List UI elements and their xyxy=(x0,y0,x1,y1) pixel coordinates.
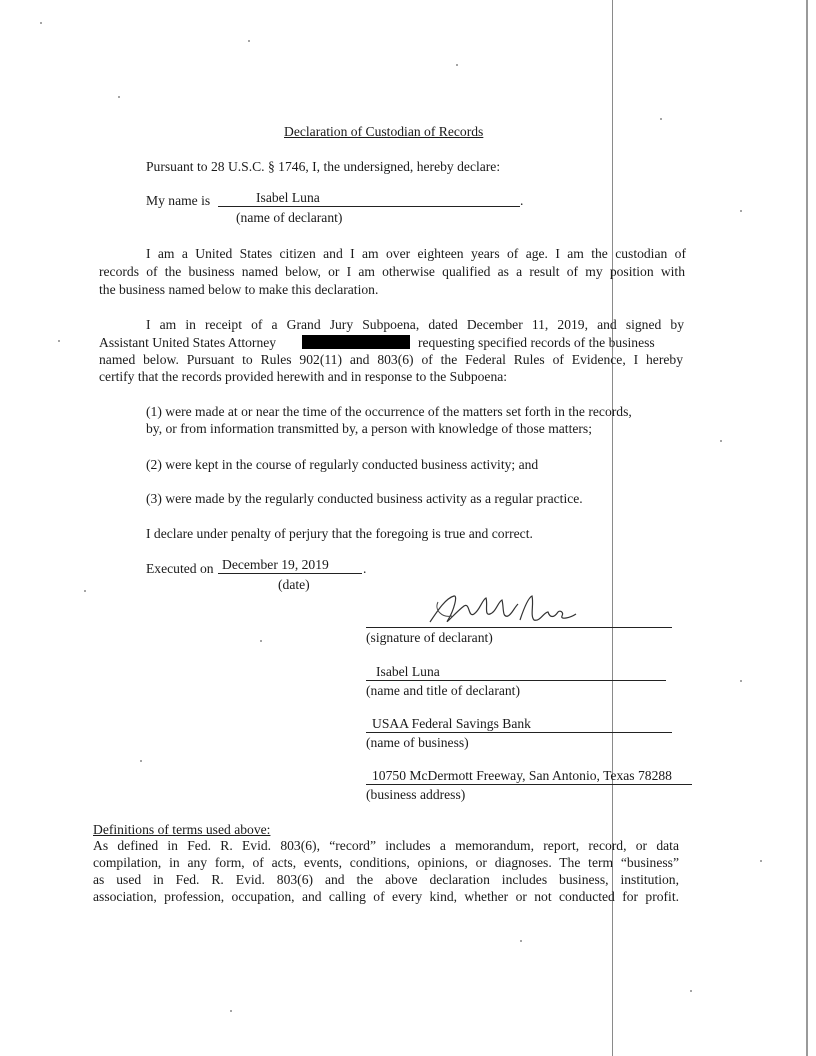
item3-text: (3) were made by the regularly conducted business activity as a regular practice. xyxy=(146,491,583,506)
business-name-caption: (name of business) xyxy=(366,735,469,750)
executed-rule xyxy=(218,573,362,574)
scan-speck xyxy=(140,760,142,762)
business-address-value: 10750 McDermott Freeway, San Antonio, Texas 78288 xyxy=(372,768,672,783)
definitions-line3: as used in Fed. R. Evid. 803(6) and the above declaration includes business, institution, xyxy=(93,872,679,887)
scan-speck xyxy=(720,440,722,442)
definitions-line2: compilation, in any form, of acts, events, conditions, opinions, or diagnoses. The term “business” xyxy=(93,855,679,870)
document-title: Declaration of Custodian of Records xyxy=(284,124,484,139)
redaction-box xyxy=(302,335,410,349)
para2-line2a: Assistant United States Attorney xyxy=(99,335,277,350)
business-address-caption: (business address) xyxy=(366,787,466,802)
para1-line2: records of the business named below, or I am otherwise qualified as a result of my position with xyxy=(99,264,685,279)
scan-speck xyxy=(248,40,250,42)
para2-line1: I am in receipt of a Grand Jury Subpoena, dated December 11, 2019, and signed by xyxy=(146,317,684,332)
para1-line3: the business named below to make this declaration. xyxy=(99,282,379,297)
scan-speck xyxy=(456,64,458,66)
name-rule xyxy=(218,206,520,207)
definitions-line1: As defined in Fed. R. Evid. 803(6), “record” includes a memorandum, report, record, or data xyxy=(93,838,679,853)
business-name-value: USAA Federal Savings Bank xyxy=(372,716,531,731)
scan-speck xyxy=(58,340,60,342)
handwritten-signature xyxy=(424,590,584,630)
para2-line2b: requesting specified records of the business xyxy=(418,335,655,350)
para2-line3: named below. Pursuant to Rules 902(11) and 803(6) of the Federal Rules of Evidence, I hereby xyxy=(99,352,683,367)
declare-text: I declare under penalty of perjury that the foregoing is true and correct. xyxy=(146,526,533,541)
executed-caption: (date) xyxy=(278,577,310,592)
declarant-name-rule xyxy=(366,680,666,681)
signature-rule xyxy=(366,627,672,628)
scan-speck xyxy=(230,1010,232,1012)
intro-text: Pursuant to 28 U.S.C. § 1746, I, the undersigned, hereby declare: xyxy=(146,159,501,174)
para2-line4: certify that the records provided herewith and in response to the Subpoena: xyxy=(99,369,508,384)
declarant-name-caption: (name and title of declarant) xyxy=(366,683,520,698)
declarant-name-title-value: Isabel Luna xyxy=(376,664,440,679)
item1-line2: by, or from information transmitted by, a person with knowledge of those matters; xyxy=(146,421,592,436)
name-caption: (name of declarant) xyxy=(236,210,343,225)
executed-end-period: . xyxy=(363,561,367,576)
executed-label: Executed on xyxy=(146,561,214,576)
scan-speck xyxy=(690,990,692,992)
definitions-heading: Definitions of terms used above: xyxy=(93,822,271,837)
scan-speck xyxy=(84,590,86,592)
name-end-period: . xyxy=(520,193,524,208)
business-address-rule xyxy=(366,784,692,785)
signature-caption: (signature of declarant) xyxy=(366,630,493,645)
scan-speck xyxy=(118,96,120,98)
scan-speck xyxy=(40,22,42,24)
scan-speck xyxy=(260,640,262,642)
item2-text: (2) were kept in the course of regularly conducted business activity; and xyxy=(146,457,539,472)
definitions-line4: association, profession, occupation, and calling of every kind, whether or not conducted for profit. xyxy=(93,889,679,904)
scan-speck xyxy=(760,860,762,862)
item1-line1: (1) were made at or near the time of the occurrence of the matters set forth in the records, xyxy=(146,404,632,419)
business-name-rule xyxy=(366,732,672,733)
scan-speck xyxy=(660,118,662,120)
scan-speck xyxy=(740,680,742,682)
declarant-name-value: Isabel Luna xyxy=(256,190,320,205)
name-label: My name is xyxy=(146,193,211,208)
executed-date-value: December 19, 2019 xyxy=(222,557,329,572)
scan-speck xyxy=(740,210,742,212)
scan-edge xyxy=(806,0,808,1056)
scan-speck xyxy=(520,940,522,942)
para1-line1: I am a United States citizen and I am over eighteen years of age. I am the custodian of xyxy=(146,246,686,261)
